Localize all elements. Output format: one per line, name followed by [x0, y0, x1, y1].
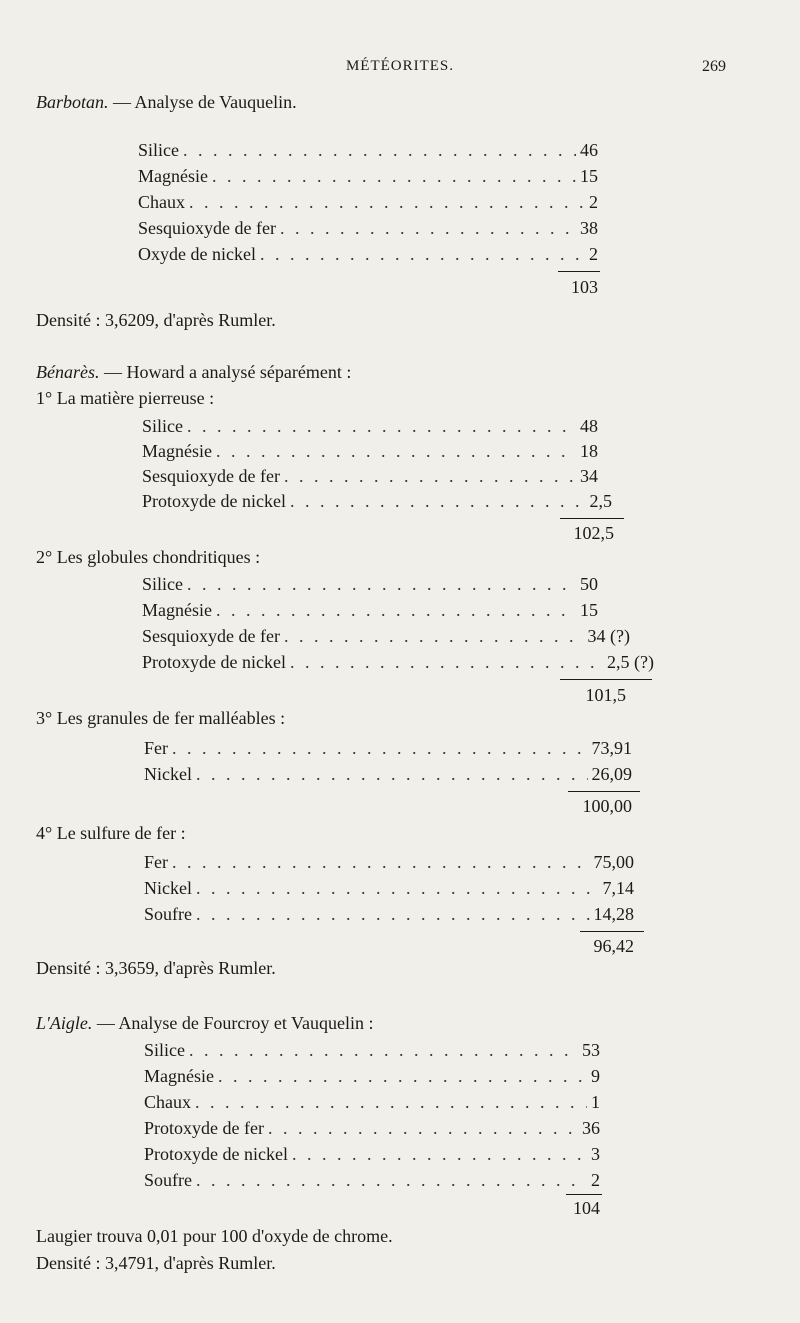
leader-dots — [196, 904, 590, 925]
benares-heading-text: — Howard a analysé séparément : — [99, 362, 352, 382]
leader-dots — [290, 491, 586, 512]
table-row: Magnésie . . . 18 — [142, 441, 598, 463]
leader-dots — [216, 600, 576, 621]
leader-dots — [187, 416, 576, 437]
table-row: Chaux . . . 2 — [138, 192, 598, 214]
sum-rule — [568, 791, 640, 792]
table-row: Silice . . . 48 — [142, 416, 598, 438]
table-row: Soufre . . . 14,28 — [144, 904, 634, 926]
table-row: Protoxyde de nickel . . . 3 — [144, 1144, 600, 1166]
table-row: Soufre . . . 2 — [144, 1170, 600, 1192]
barbotan-heading — [36, 92, 297, 113]
sum-rule — [558, 271, 600, 272]
running-header: MÉTÉORITES. — [345, 58, 455, 74]
leader-dots — [196, 764, 588, 785]
table-row: Sesquioxyde de fer . . . 34 — [142, 466, 598, 488]
leader-dots — [284, 626, 584, 647]
table-row: Magnésie . . . 15 — [142, 600, 598, 622]
table-row: Silice . . . 53 — [144, 1040, 600, 1062]
sum-total: 104 — [573, 1198, 600, 1218]
table-row: Chaux . . . 1 — [144, 1092, 600, 1114]
leader-dots — [172, 738, 588, 759]
group-heading: 1° La matière pierreuse : — [36, 388, 215, 408]
leader-dots — [189, 1040, 578, 1061]
table-row: Sesquioxyde de fer . . . 34 (?) — [142, 626, 630, 648]
leader-dots — [260, 244, 585, 265]
sum-rule — [580, 931, 644, 932]
sum-total: 101,5 — [585, 685, 626, 705]
leader-dots — [195, 1092, 587, 1113]
barbotan-name: Barbotan. — [36, 92, 109, 112]
sum-total: 100,00 — [582, 796, 632, 816]
leader-dots — [172, 852, 590, 873]
sum-total: 103 — [571, 277, 598, 297]
leader-dots — [187, 574, 576, 595]
table-row: Nickel . . . 26,09 — [144, 764, 632, 786]
sum-rule — [566, 1194, 602, 1195]
table-row: Fer . . . 73,91 — [144, 738, 632, 760]
sum-total: 96,42 — [593, 936, 634, 956]
table-row: Magnésie . . . 15 — [138, 166, 598, 188]
table-row: Sesquioxyde de fer . . . 38 — [138, 218, 598, 240]
leader-dots — [196, 1170, 587, 1191]
benares-heading — [36, 362, 351, 383]
laigle-density: Densité : 3,4791, d'après Rumler. — [36, 1253, 276, 1273]
laigle-name: L'Aigle. — [36, 1013, 93, 1033]
table-row: Silice . . . 50 — [142, 574, 598, 596]
leader-dots — [216, 441, 576, 462]
barbotan-heading-text: — Analyse de Vauquelin. — [108, 92, 297, 112]
page-number: 269 — [702, 58, 726, 75]
leader-dots — [196, 878, 599, 899]
sum-rule — [560, 679, 652, 680]
group-heading: 4° Le sulfure de fer : — [36, 823, 186, 843]
leader-dots — [290, 652, 603, 673]
sum-total: 102,5 — [573, 523, 614, 543]
benares-name: Bénarès. — [36, 362, 100, 382]
leader-dots — [268, 1118, 578, 1139]
leader-dots — [280, 218, 576, 239]
leader-dots — [218, 1066, 587, 1087]
laigle-heading-text: — Analyse de Fourcroy et Vauquelin : — [92, 1013, 374, 1033]
table-row: Protoxyde de nickel . . . 2,5 (?) — [142, 652, 654, 674]
table-row: Magnésie . . . 9 — [144, 1066, 600, 1088]
leader-dots — [189, 192, 585, 213]
table-row: Protoxyde de fer . . . 36 — [144, 1118, 600, 1140]
table-row: Fer . . . 75,00 — [144, 852, 634, 874]
laigle-note: Laugier trouva 0,01 pour 100 d'oxyde de chrome. — [36, 1226, 393, 1246]
benares-density: Densité : 3,3659, d'après Rumler. — [36, 958, 276, 978]
table-row: Nickel . . . 7,14 — [144, 878, 634, 900]
group-heading: 2° Les globules chondritiques : — [36, 547, 261, 567]
table-row: Protoxyde de nickel . . . 2,5 — [142, 491, 612, 513]
sum-rule — [560, 518, 624, 519]
group-heading: 3° Les granules de fer malléables : — [36, 708, 286, 728]
leader-dots — [183, 140, 576, 161]
barbotan-density: Densité : 3,6209, d'après Rumler. — [36, 310, 276, 330]
laigle-heading — [36, 1013, 373, 1034]
table-row: Oxyde de nickel . . . 2 — [138, 244, 598, 266]
leader-dots — [292, 1144, 587, 1165]
leader-dots — [212, 166, 576, 187]
table-row: Silice . . . 46 — [138, 140, 598, 162]
leader-dots — [284, 466, 576, 487]
